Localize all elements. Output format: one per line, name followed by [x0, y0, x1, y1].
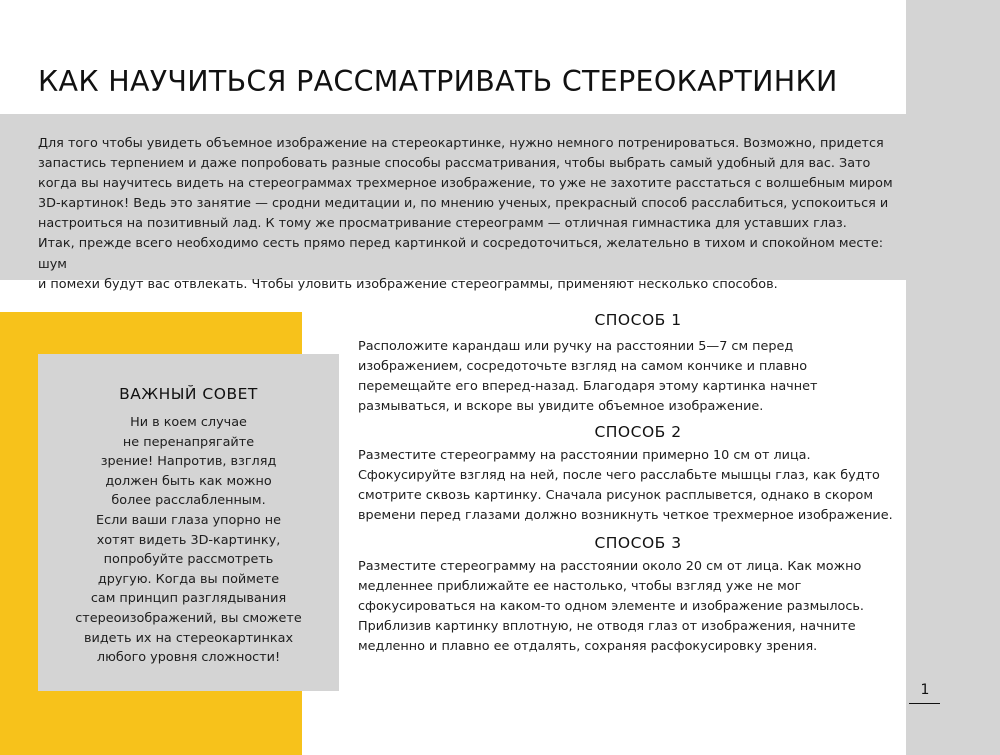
tip-line: должен быть как можно [105, 473, 272, 489]
method-2-line: Сфокусируйте взгляд на ней, после чего расслабьте мышцы глаз, как будто [358, 468, 880, 484]
intro-line: 3D-картинок! Ведь это занятие — сродни медитации и, по мнению ученых, прекрасный способ расслабиться, успокоиться и [38, 196, 889, 212]
intro-text [38, 134, 904, 295]
method-3-line: Приблизив картинку вплотную, не отводя глаз от изображения, начните [358, 619, 856, 635]
method-2-line: Разместите стереограмму на расстоянии примерно 10 см от лица. [358, 448, 811, 463]
method-1-title: СПОСОБ 1 [594, 311, 682, 329]
method-2-text [358, 446, 903, 526]
tip-line: Ни в коем случае [130, 415, 247, 430]
method-3-line: медленно и плавно ее отдалять, сохраняя расфокусировку зрения. [358, 639, 818, 655]
method-1-text [358, 337, 903, 417]
tip-line: видеть их на стереокартинках [83, 630, 294, 646]
intro-line: Для того чтобы увидеть объемное изображение на стереокартинке, нужно немного потренироваться. Возможно, придется [38, 136, 884, 151]
method-2-title: СПОСОБ 2 [594, 423, 682, 441]
tip-line: сам принцип разглядывания [90, 591, 287, 607]
method-2-line: смотрите сквозь картинку. Сначала рисунок расплывется, однако в скором [358, 488, 874, 504]
tip-line: не перенапрягайте [122, 434, 255, 450]
intro-line: Итак, прежде всего необходимо сесть прямо перед картинкой и сосредоточиться, желательно в тихом и спокойном месте: шум [38, 236, 884, 272]
method-2-line: времени перед глазами должно возникнуть четкое трехмерное изображение. [358, 508, 893, 524]
tip-line: зрение! Напротив, взгляд [100, 454, 277, 470]
intro-line: запастись терпением и даже попробовать разные способы рассматривания, чтобы выбрать самый удобный для вас. Зато [38, 156, 871, 172]
tip-line: стереоизображений, вы сможете [75, 610, 302, 626]
tip-line: более расслабленным. [111, 493, 266, 509]
tip-line: любого уровня сложности! [96, 650, 281, 666]
method-3-line: Разместите стереограмму на расстоянии около 20 см от лица. Как можно [358, 559, 862, 574]
intro-line: настроиться на позитивный лад. К тому же просматривание стереограмм — отличная гимнастика для уставших глаз. [38, 216, 847, 232]
method-3-line: медленнее приближайте ее настолько, чтобы взгляд уже не мог [358, 579, 802, 595]
method-3-line: сфокусироваться на каком-то одном элементе и изображение размылось. [358, 599, 864, 615]
tip-line: хотят видеть 3D-картинку, [96, 532, 281, 548]
page-number-rule [909, 703, 940, 704]
tip-text [60, 413, 317, 668]
tip-line: другую. Когда вы поймете [97, 571, 280, 587]
intro-line: когда вы научитесь видеть на стереограммах трехмерное изображение, то уже не захотите расстаться с волшебным миром [38, 176, 893, 192]
tip-title: ВАЖНЫЙ СОВЕТ [119, 385, 258, 403]
page-number: 1 [920, 682, 930, 698]
tip-line: Если ваши глаза упорно не [95, 512, 282, 528]
tip-line: попробуйте рассмотреть [103, 552, 274, 568]
method-3-text [358, 557, 903, 657]
method-1-line: Расположите карандаш или ручку на расстоянии 5—7 см перед [358, 339, 794, 354]
method-1-line: размываться, и вскоре вы увидите объемное изображение. [358, 399, 764, 415]
intro-line: и помехи будут вас отвлекать. Чтобы уловить изображение стереограммы, применяют несколько способов. [38, 276, 778, 292]
method-1-line: изображением, сосредоточьте взгляд на самом кончике и плавно [358, 359, 808, 375]
side-strip [906, 0, 1000, 755]
page-title: КАК НАУЧИТЬСЯ РАССМАТРИВАТЬ СТЕРЕОКАРТИНКИ [38, 65, 838, 98]
method-3-title: СПОСОБ 3 [594, 534, 682, 552]
method-1-line: перемещайте его вперед-назад. Благодаря этому картинка начнет [358, 379, 818, 395]
